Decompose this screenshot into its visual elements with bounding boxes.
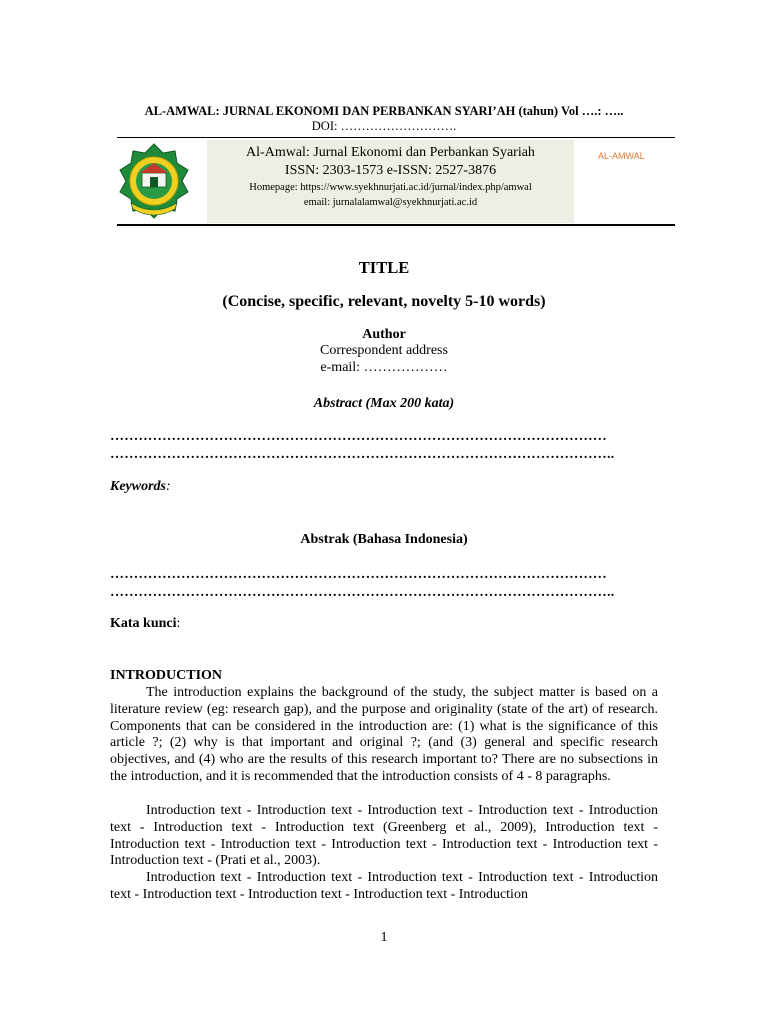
running-title: AL-AMWAL: JURNAL EKONOMI DAN PERBANKAN SYARI’AH (tahun) Vol ….: ….. <box>144 104 624 118</box>
keywords-line <box>110 479 171 495</box>
abstrak-placeholder-line: …………………………………………………………………………………………….. <box>110 585 615 600</box>
page-number: 1 <box>380 930 388 945</box>
issn-line: ISSN: 2303-1573 e-ISSN: 2527-3876 <box>284 163 497 178</box>
abstract-placeholder-line: …………………………………………………………………………………………… <box>110 429 607 444</box>
kata-kunci-colon: : <box>176 616 181 631</box>
kata-kunci-line <box>110 616 180 632</box>
homepage-link[interactable]: Homepage: https://www.syekhnurjati.ac.id/jurnal/index.php/amwal <box>249 182 532 193</box>
journal-name: Al-Amwal: Jurnal Ekonomi dan Perbankan Syariah <box>246 145 535 160</box>
abstract-heading: Abstract (Max 200 kata) <box>313 396 455 411</box>
introduction-paragraph: Introduction text - Introduction text - Introduction text - Introduction text - Introduction text - Introduction text - Introduction text (Greenberg et al., 2009), Introduction text - Introduction text - Introduction text - Introduction text - Introduction text - Introduction text - Introduction text - (Prati et al., 2003). <box>110 803 658 869</box>
university-seal-icon <box>117 143 191 221</box>
keywords-colon: : <box>166 479 171 494</box>
abstract-placeholder-line: …………………………………………………………………………………………….. <box>110 447 615 462</box>
keywords-label: Keywords <box>110 479 166 494</box>
article-title: TITLE <box>358 258 410 277</box>
article-subtitle: (Concise, specific, relevant, novelty 5-10 words) <box>222 293 546 310</box>
author-email: e-mail: ……………… <box>320 360 448 375</box>
email-line: email: jurnalalamwal@syekhnurjati.ac.id <box>303 197 478 208</box>
introduction-heading: INTRODUCTION <box>110 668 223 683</box>
introduction-paragraph: Introduction text - Introduction text - Introduction text - Introduction text - Introduction text - Introduction text - Introduction text - Introduction text - Introduction <box>110 870 658 902</box>
doi-line: DOI: ………………………. <box>311 119 457 133</box>
header-top-rule <box>117 137 675 138</box>
abstrak-placeholder-line: …………………………………………………………………………………………… <box>110 567 607 582</box>
kata-kunci-label: Kata kunci <box>110 616 177 631</box>
abstrak-heading: Abstrak (Bahasa Indonesia) <box>300 532 468 547</box>
header-bottom-rule <box>117 224 675 226</box>
introduction-paragraph: The introduction explains the background of the study, the subject matter is based on a literature review (eg: research gap), and the purpose and originality (state of the art) of research. Components that can be considered in the introduction are: (1) what is the significance of this article ?; (2) why is that important and original ?; (and (3) general and specific research objectives, and (4) who are the results of this research important to? There are no subsections in the introduction, and it is recommended that the introduction consists of 4 - 8 paragraphs. <box>110 685 658 784</box>
author-name: Author <box>362 327 406 342</box>
journal-badge: AL-AMWAL <box>598 151 645 161</box>
correspondent-address: Correspondent address <box>320 343 448 358</box>
